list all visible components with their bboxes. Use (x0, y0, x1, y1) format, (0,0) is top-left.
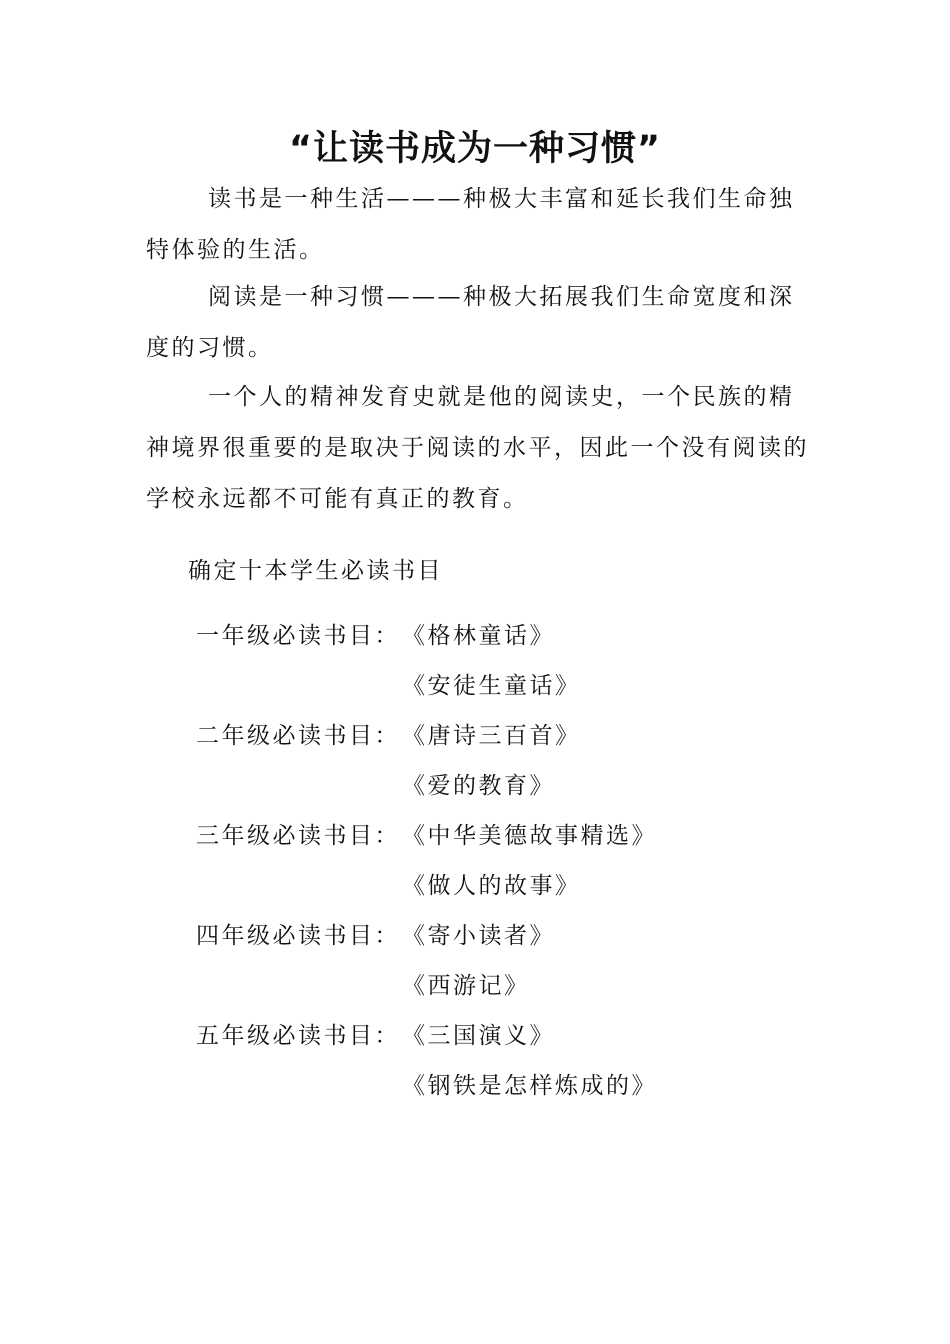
document-title: “让读书成为一种习惯” (288, 129, 661, 169)
grade-label: 二年级必读书目： (196, 723, 400, 749)
grade-label: 四年级必读书目： (196, 923, 400, 949)
book-title: 《寄小读者》 (402, 923, 555, 949)
book-title: 《爱的教育》 (402, 773, 555, 799)
grade-label: 一年级必读书目： (196, 623, 400, 649)
reading-list-row (0, 1061, 950, 1111)
paragraph-reading-history: 一个人的精神发育史就是他的阅读史，一个民族的精神境界很重要的是取决于阅读的水平，因此一个没有阅读的学校永远都不可能有真正的教育。 (146, 384, 809, 512)
reading-list-row (0, 761, 950, 811)
book-title: 《中华美德故事精选》 (402, 823, 657, 849)
reading-list-row (0, 861, 950, 911)
reading-list-row (0, 911, 950, 961)
book-title: 《西游记》 (402, 973, 530, 999)
book-title: 《唐诗三百首》 (402, 723, 581, 749)
book-title: 《格林童话》 (402, 623, 555, 649)
grade-label: 三年级必读书目： (196, 823, 400, 849)
reading-list-heading: 确定十本学生必读书目 (188, 558, 443, 584)
book-title: 《做人的故事》 (402, 873, 581, 899)
reading-list-row (0, 661, 950, 711)
reading-list-row (0, 611, 950, 661)
grade-label: 五年级必读书目： (196, 1023, 400, 1049)
book-title: 《钢铁是怎样炼成的》 (402, 1073, 657, 1099)
reading-list-row (0, 711, 950, 761)
reading-list-row (0, 961, 950, 1011)
reading-list-row (0, 1011, 950, 1061)
reading-list-row (0, 811, 950, 861)
book-title: 《安徒生童话》 (402, 673, 581, 699)
book-title: 《三国演义》 (402, 1023, 555, 1049)
paragraph-reading-habit: 阅读是一种习惯———种极大拓展我们生命宽度和深度的习惯。 (146, 284, 795, 361)
paragraph-reading-life: 读书是一种生活———种极大丰富和延长我们生命独特体验的生活。 (146, 186, 795, 263)
